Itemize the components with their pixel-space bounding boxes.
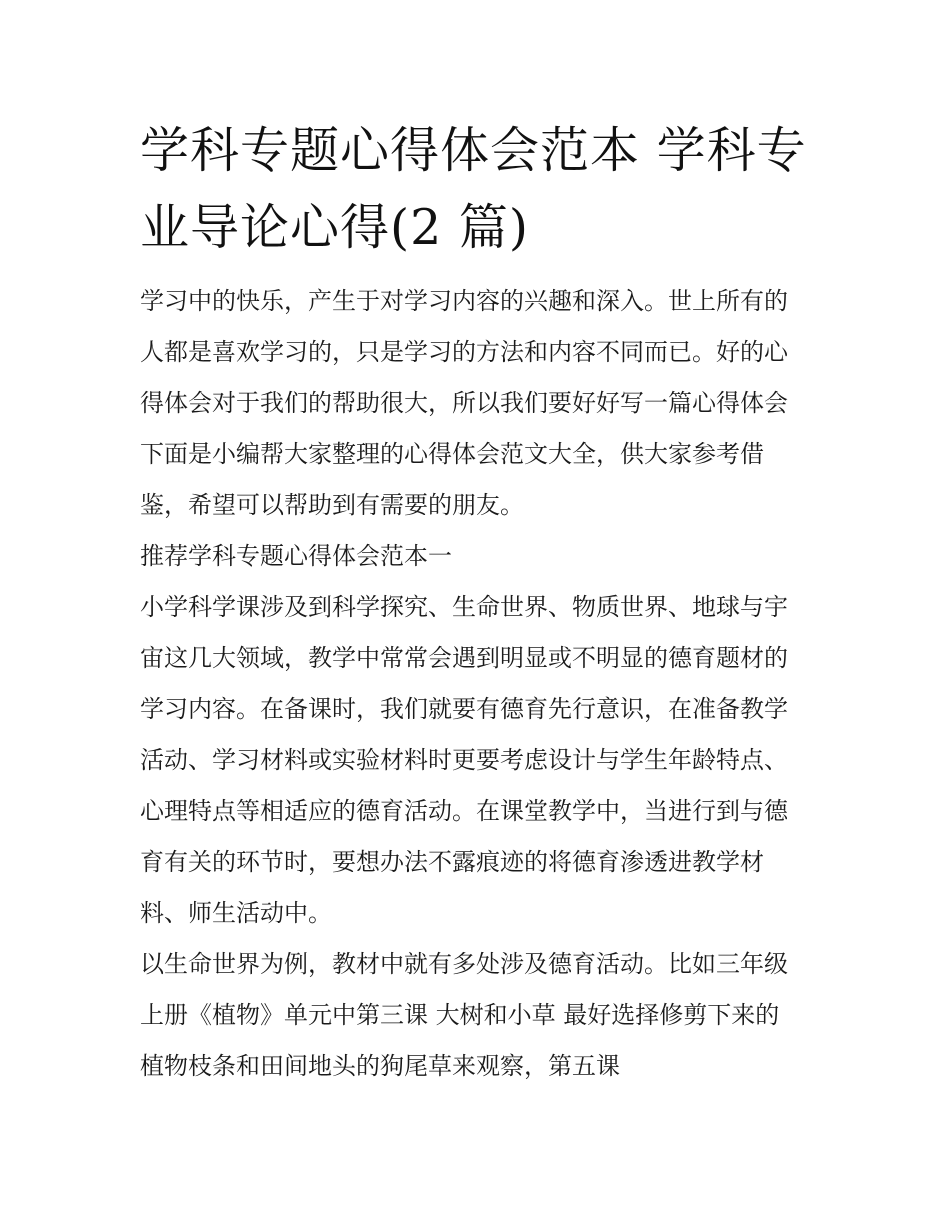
body-line: 植物枝条和田间地头的狗尾草来观察，第五课 [140,1052,620,1080]
body-line: 鉴，希望可以帮助到有需要的朋友。 [140,491,524,519]
body-line: 料、师生活动中。 [140,899,332,927]
title-line-2: 业导论心得(2 篇) [140,199,529,256]
body-line: 下面是小编帮大家整理的心得体会范文大全，供大家参考借 [140,440,764,468]
body-line: 上册《植物》单元中第三课 大树和小草 最好选择修剪下来的 [140,1001,780,1029]
body-line: 心理特点等相适应的德育活动。在课堂教学中，当进行到与德 [140,797,788,825]
body-line: 得体会对于我们的帮助很大，所以我们要好好写一篇心得体会 [140,389,788,417]
document-title [140,112,820,266]
body-line: 学习内容。在备课时，我们就要有德育先行意识，在准备教学 [140,695,788,723]
body-line: 人都是喜欢学习的，只是学习的方法和内容不同而已。好的心 [140,338,788,366]
body-line: 活动、学习材料或实验材料时更要考虑设计与学生年龄特点、 [140,746,788,774]
body-line: 以生命世界为例，教材中就有多处涉及德育活动。比如三年级 [140,950,788,978]
body-line: 学习中的快乐，产生于对学习内容的兴趣和深入。世上所有的 [140,287,788,315]
body-line: 小学科学课涉及到科学探究、生命世界、物质世界、地球与宇 [140,593,788,621]
section-heading: 推荐学科专题心得体会范本一 [140,542,452,570]
title-line-1: 学科专题心得体会范本 学科专 [140,122,807,179]
body-line: 宙这几大领域，教学中常常会遇到明显或不明显的德育题材的 [140,644,788,672]
body-line: 育有关的环节时，要想办法不露痕迹的将德育渗透进教学材 [140,848,764,876]
document-body [140,276,820,1092]
